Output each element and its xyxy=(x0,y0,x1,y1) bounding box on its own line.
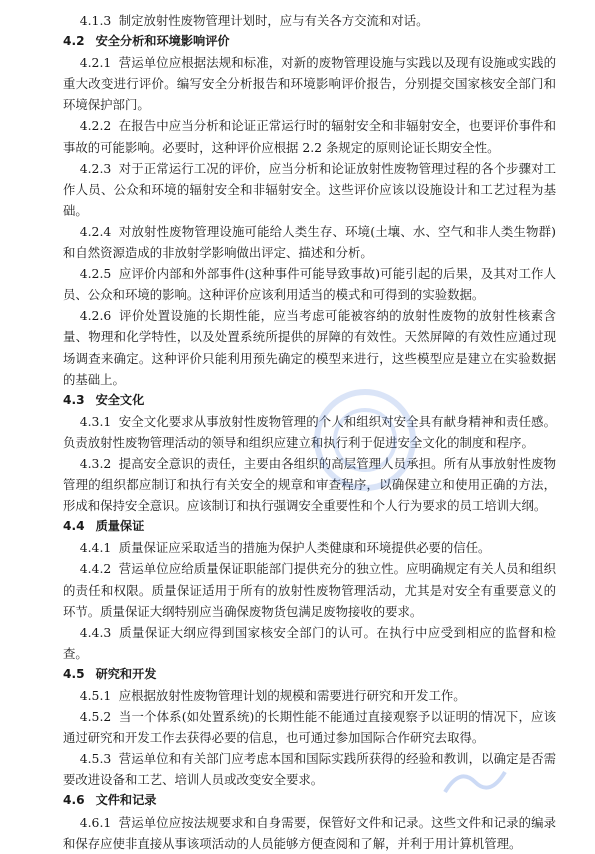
clause-number: 4.2.5 xyxy=(79,266,112,282)
clause-text: 制定放射性废物管理计划时，应与有关各方交流和对话。 xyxy=(118,13,429,28)
section-number: 4.6 xyxy=(63,793,85,808)
clause-paragraph xyxy=(63,221,556,263)
clause-number: 4.4.3 xyxy=(79,624,112,640)
clause-number: 4.2.2 xyxy=(79,118,112,134)
section-heading xyxy=(63,390,556,411)
clause-text: 在报告中应当分析和论证正常运行时的辐射安全和非辐射安全，也要评价事件和事故的可能影响。必要时，这种评价应根据 2.2 条规定的原则论证长期安全性。 xyxy=(63,118,556,155)
clause-text: 评价处置设施的长期性能，应当考虑可能被容纳的放射性废物的放射性核素含量、物理和化学特性，以及处置系统所提供的屏障的有效性。天然屏障的有效性应通过现场调查来确定。这种评价只能利用预先确定的模型来进行，这些模型应是建立在实验数据的基础上。 xyxy=(63,308,556,387)
clause-number: 4.5.2 xyxy=(79,709,112,725)
section-number: 4.3 xyxy=(63,392,85,407)
clause-text: 质量保证应采取适当的措施为保护人类健康和环境提供必要的信任。 xyxy=(118,540,491,556)
clause-number: 4.2.3 xyxy=(79,160,112,176)
section-heading xyxy=(63,31,556,52)
section-title: 安全文化 xyxy=(95,392,145,407)
document-page xyxy=(63,10,556,854)
clause-number: 4.2.1 xyxy=(79,55,112,71)
clause-paragraph xyxy=(63,411,556,453)
clause-paragraph xyxy=(63,812,556,854)
clause-text: 营运单位和有关部门应考虑本国和国际实践所获得的经验和教训，以确定是否需要改进设备和工艺、培训人员或改变安全要求。 xyxy=(63,751,556,788)
clause-paragraph xyxy=(63,706,556,748)
clause-paragraph xyxy=(63,158,556,221)
clause-text: 营运单位应给质量保证职能部门提供充分的独立性。应明确规定有关人员和组织的责任和权限。质量保证适用于所有的放射性废物管理活动，尤其是对安全有重要意义的环节。质量保证大纲特别应当确保废物货包满足废物接收的要求。 xyxy=(63,561,556,619)
clause-text: 应根据放射性废物管理计划的规模和需要进行研究和开发工作。 xyxy=(118,688,466,703)
clause-paragraph xyxy=(63,115,556,157)
clause-paragraph xyxy=(63,305,556,389)
clause-number: 4.3.2 xyxy=(79,455,112,471)
clause-paragraph xyxy=(63,453,556,516)
section-title: 文件和记录 xyxy=(95,793,157,808)
clause-number: 4.5.3 xyxy=(79,751,112,767)
clause-paragraph xyxy=(63,748,556,790)
clause-number: 4.4.2 xyxy=(79,561,112,577)
clause-text: 当一个体系(如处置系统)的长期性能不能通过直接观察予以证明的情况下，应该通过研究和开发工作去获得必要的信息，也可通过参加国际合作研究去取得。 xyxy=(63,709,556,746)
section-number: 4.2 xyxy=(63,34,85,49)
clause-paragraph xyxy=(63,263,556,305)
clause-number: 4.2.6 xyxy=(79,308,112,324)
section-heading xyxy=(63,664,556,685)
section-title: 质量保证 xyxy=(95,519,145,534)
clause-text: 对于正常运行工况的评价，应当分析和论证放射性废物管理过程的各个步骤对工作人员、公众和环境的辐射安全和非辐射安全。这些评价应该以设施设计和工艺过程为基础。 xyxy=(63,160,556,218)
clause-text: 质量保证大纲应得到国家核安全部门的认可。在执行中应受到相应的监督和检查。 xyxy=(63,624,556,661)
clause-number: 4.1.3 xyxy=(79,13,112,28)
clause-number: 4.5.1 xyxy=(79,688,112,703)
section-number: 4.5 xyxy=(63,666,85,681)
clause-paragraph xyxy=(63,537,556,558)
clause-text: 安全文化要求从事放射性废物管理的个人和组织对安全具有献身精神和责任感。负责放射性废物管理活动的领导和组织应建立和执行利于促进安全文化的制度和程序。 xyxy=(63,413,556,450)
clause-paragraph xyxy=(63,558,556,621)
clause-paragraph xyxy=(63,52,556,115)
clause-paragraph xyxy=(63,10,556,31)
section-number: 4.4 xyxy=(63,519,85,534)
clause-paragraph xyxy=(63,685,556,706)
clause-text: 营运单位应按法规要求和自身需要，保管好文件和记录。这些文件和记录的编录和保存应使非直接从事该项活动的人员能够方便查阅和了解，并利于用计算机管理。 xyxy=(63,814,556,851)
clause-text: 对放射性废物管理设施可能给人类生存、环境(土壤、水、空气和非人类生物群)和自然资源造成的非放射学影响做出评定、描述和分析。 xyxy=(63,223,556,261)
section-title: 研究和开发 xyxy=(95,666,157,681)
clause-paragraph xyxy=(63,622,556,664)
section-heading xyxy=(63,790,556,811)
clause-text: 营运单位应根据法规和标准，对新的废物管理设施与实践以及现有设施或实践的重大改变进行评价。编写安全分析报告和环境影响评价报告，分别提交国家核安全部门和环境保护部门。 xyxy=(63,55,556,113)
clause-number: 4.2.4 xyxy=(79,223,112,239)
clause-text: 应评价内部和外部事件(这种事件可能导致事故)可能引起的后果，及其对工作人员、公众和环境的影响。这种评价应该利用适当的模式和可得到的实验数据。 xyxy=(63,266,556,303)
clause-number: 4.4.1 xyxy=(79,540,112,556)
section-title: 安全分析和环境影响评价 xyxy=(95,34,230,49)
clause-number: 4.3.1 xyxy=(79,413,112,429)
clause-number: 4.6.1 xyxy=(79,814,112,830)
section-heading xyxy=(63,516,556,537)
clause-text: 提高安全意识的责任，主要由各组织的高层管理人员承担。所有从事放射性废物管理的组织都应制订和执行有关安全的规章和审查程序，以确保建立和使用正确的方法，形成和保持安全意识。应该制订和执行强调安全重要性和个人行为要求的员工培训大纲。 xyxy=(63,455,556,514)
